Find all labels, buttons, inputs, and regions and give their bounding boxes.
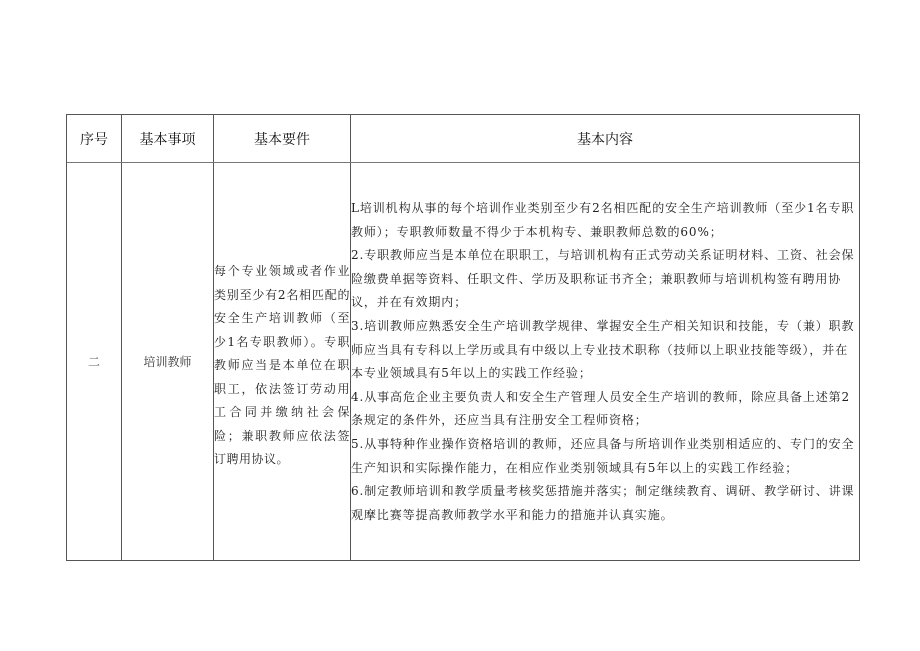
- row-requirement: 每个专业领域或者作业类别至少有2名相匹配的安全生产培训教师（至少1名专职教师）。专职教师应当是本单位在职职工，依法签订劳动用工合同并缴纳社会保险；兼职教师应依法签订聘用协议。: [214, 264, 350, 466]
- header-item: 基本事项: [139, 132, 196, 148]
- content-item-1: L培训机构从事的每个培训作业类别至少有2名相匹配的安全生产培训教师（至少1名专职教师）；专职教师数量不得少于本机构专、兼职教师总数的60%；: [351, 201, 855, 239]
- content-item-5: 5.从事特种作业操作资格培训的教师，还应具备与所培训作业类别相适应的、专门的安全生产知识和实际操作能力，在相应作业类别领域具有5年以上的实践工作经验；: [351, 436, 855, 475]
- header-requirement: 基本要件: [254, 132, 310, 148]
- row-index: 二: [87, 355, 100, 369]
- header-index: 序号: [80, 132, 108, 148]
- content-item-4: 4.从事高危企业主要负责人和安全生产管理人员安全生产培训的教师，除应具备上述第2条规定的条件外，还应当具有注册安全工程师资格；: [351, 389, 851, 428]
- requirements-table: [66, 114, 860, 561]
- content-item-3: 3.培训教师应熟悉安全生产培训教学规律、掌握安全生产相关知识和技能，专（兼）职教师应当具有专科以上学历或具有中级以上专业技术职称（技师以上职业技能等级），并在本专业领域具有5年以上的实践工作经验；: [351, 318, 855, 381]
- row-item: 培训教师: [143, 355, 192, 369]
- row-content: [351, 197, 857, 527]
- content-item-2: 2.专职教师应当是本单位在职职工，与培训机构有正式劳动关系证明材料、工资、社会保险缴费单据等资料、任职文件、学历及职称证书齐全；兼职教师与培训机构签有聘用协议，并在有效期内；: [351, 248, 855, 310]
- content-item-6: 6.制定教师培训和教学质量考核奖惩措施并落实；制定继续教育、调研、教学研讨、讲课观摩比赛等提高教师教学水平和能力的措施并认真实施。: [351, 484, 855, 522]
- header-content: 基本内容: [577, 132, 633, 148]
